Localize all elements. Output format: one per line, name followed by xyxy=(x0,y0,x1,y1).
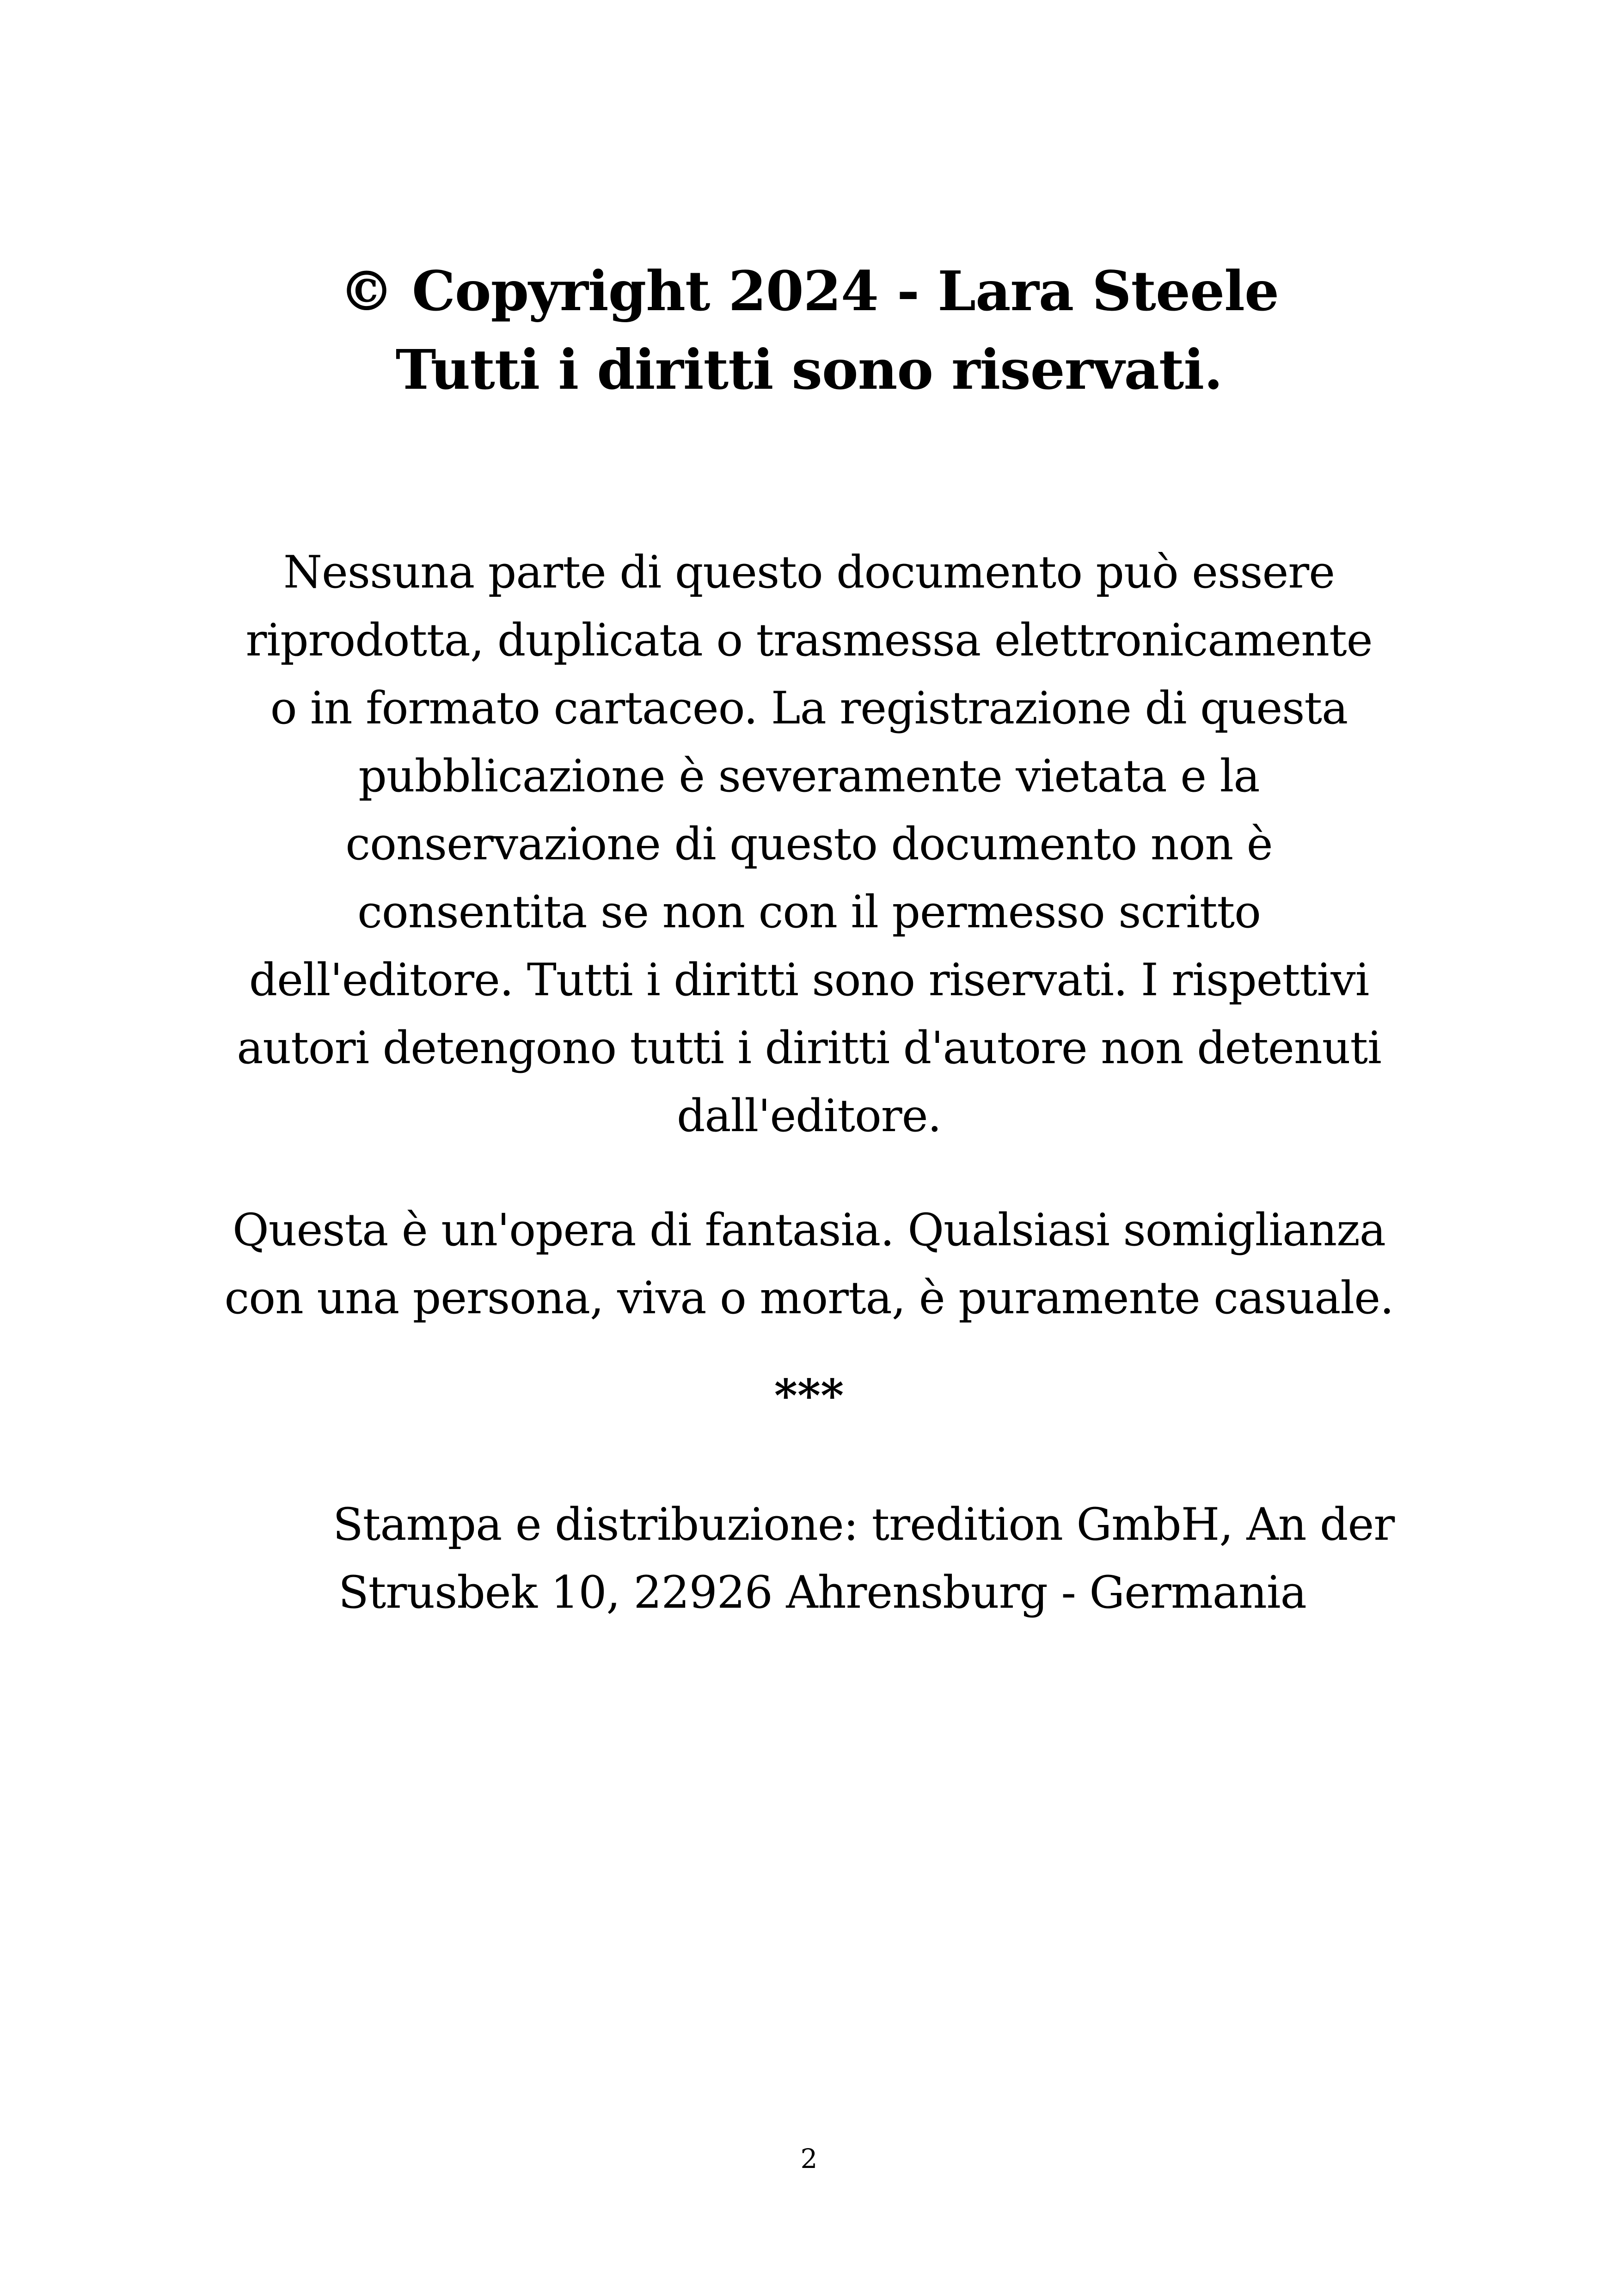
copyright-heading-line-1: © Copyright 2024 - Lara Steele xyxy=(339,259,1279,323)
page-number: 2 xyxy=(800,2143,818,2174)
rights-paragraph-line: Nessuna parte di questo documento può essere xyxy=(283,546,1335,598)
publisher-info-line: Strusbek 10, 22926 Ahrensburg - Germania xyxy=(338,1567,1306,1618)
fiction-disclaimer-line: Questa è un'opera di fantasia. Qualsiasi somiglianza xyxy=(232,1204,1385,1256)
rights-paragraph-line: dall'editore. xyxy=(676,1090,942,1142)
copyright-heading-line-2: Tutti i diritti sono riservati. xyxy=(395,337,1223,402)
rights-paragraph-line: dell'editore. Tutti i diritti sono riservati. I rispettivi xyxy=(249,954,1369,1006)
publisher-info-line: Stampa e distribuzione: tredition GmbH, An der xyxy=(333,1499,1395,1550)
rights-paragraph-line: o in formato cartaceo. La registrazione di questa xyxy=(270,682,1348,734)
fiction-disclaimer xyxy=(222,1196,1396,1332)
rights-paragraph xyxy=(222,539,1396,1150)
section-separator: *** xyxy=(774,1370,844,1422)
fiction-disclaimer-line: con una persona, viva o morta, è puramente casuale. xyxy=(224,1272,1394,1324)
rights-paragraph-line: autori detengono tutti i diritti d'autore non detenuti xyxy=(237,1022,1381,1074)
rights-paragraph-line: conservazione di questo documento non è xyxy=(345,818,1273,870)
publisher-info xyxy=(333,1491,1396,1627)
copyright-heading xyxy=(231,252,1387,409)
rights-paragraph-line: riprodotta, duplicata o trasmessa elettronicamente xyxy=(245,614,1373,666)
rights-paragraph-line: consentita se non con il permesso scritto xyxy=(357,886,1261,938)
rights-paragraph-line: pubblicazione è severamente vietata e la xyxy=(358,750,1260,802)
